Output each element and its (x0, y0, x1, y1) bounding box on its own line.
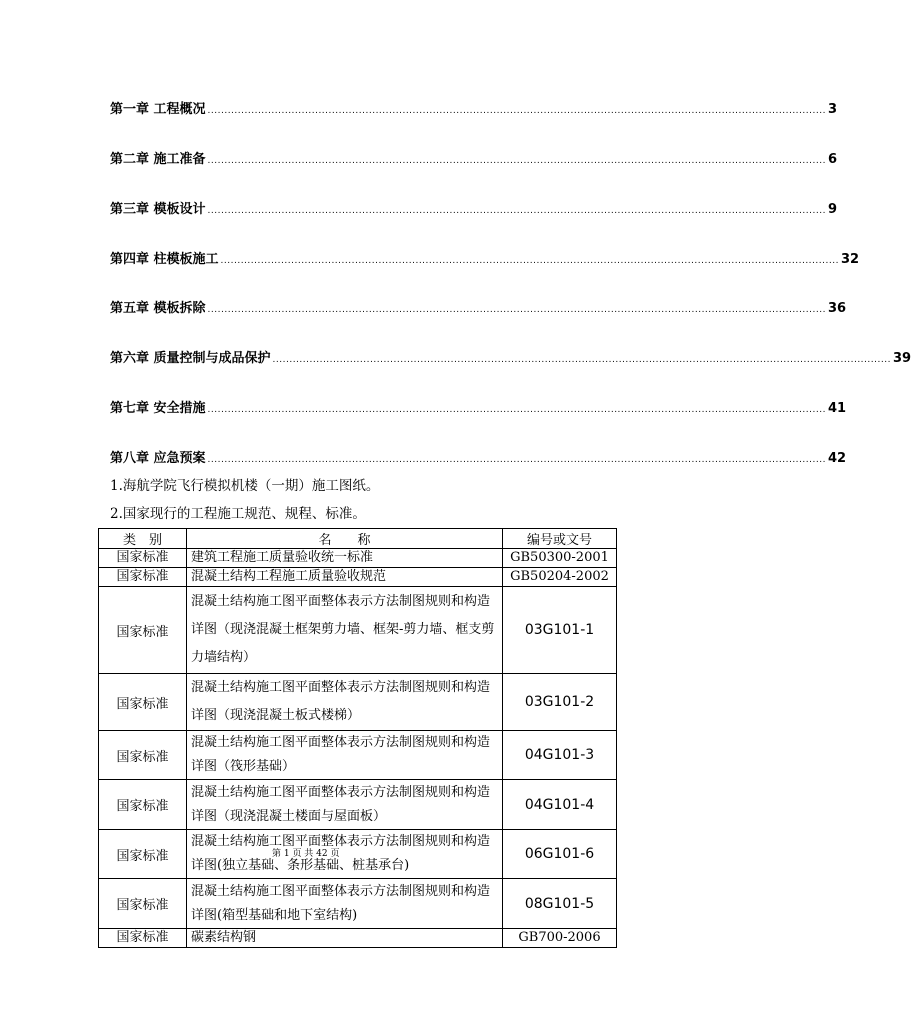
table-row (99, 568, 617, 587)
toc-entry[interactable] (110, 397, 847, 417)
toc-title: 第七章 安全措施 (110, 401, 206, 416)
toc-leader-dots: ........................................................................................................................................................................................ (207, 455, 826, 465)
toc-entry[interactable] (110, 248, 860, 268)
standards-table (98, 528, 617, 948)
code-cell: 04G101-4 (503, 780, 617, 830)
code-cell: 03G101-1 (503, 587, 617, 674)
category-cell: 国家标准 (99, 929, 187, 948)
toc-title: 第一章 工程概况 (110, 102, 206, 117)
name-cell: 混凝土结构工程施工质量验收规范 (187, 568, 503, 587)
toc-page-number: 41 (827, 401, 847, 416)
table-row (99, 780, 617, 830)
toc-title: 第六章 质量控制与成品保护 (110, 351, 271, 366)
category-cell: 国家标准 (99, 549, 187, 568)
code-cell: 03G101-2 (503, 674, 617, 731)
name-cell: 建筑工程施工质量验收统一标准 (187, 549, 503, 568)
category-cell: 国家标准 (99, 780, 187, 830)
toc-page-number: 9 (827, 202, 837, 217)
table-row (99, 929, 617, 948)
code-cell: GB700-2006 (503, 929, 617, 948)
code-cell: 04G101-3 (503, 731, 617, 780)
toc-leader-dots: ........................................................................................................................................................................................ (207, 206, 826, 216)
toc-title: 第八章 应急预案 (110, 451, 206, 466)
toc-leader-dots: ........................................................................................................................................................................................ (207, 156, 826, 166)
toc-title: 第三章 模板设计 (110, 202, 206, 217)
code-cell: 06G101-6 (503, 830, 617, 879)
name-cell: 碳素结构钢 (187, 929, 503, 948)
toc-entry[interactable] (110, 198, 837, 218)
name-cell: 混凝土结构施工图平面整体表示方法制图规则和构造详图(独立基础、条形基础、桩基承台) (187, 830, 503, 879)
paragraph: 2.国家现行的工程施工规范、规程、标准。 (110, 506, 366, 522)
table-row (99, 674, 617, 731)
category-cell: 国家标准 (99, 587, 187, 674)
header-code: 编号或文号 (503, 529, 617, 549)
table-row (99, 587, 617, 674)
paragraph: 1.海航学院飞行模拟机楼（一期）施工图纸。 (110, 478, 380, 494)
name-cell: 混凝土结构施工图平面整体表示方法制图规则和构造详图(箱型基础和地下室结构) (187, 879, 503, 929)
name-cell: 混凝土结构施工图平面整体表示方法制图规则和构造详图（现浇混凝土板式楼梯） (187, 674, 503, 731)
table-row (99, 879, 617, 929)
toc-page-number: 36 (827, 301, 847, 316)
name-cell: 混凝土结构施工图平面整体表示方法制图规则和构造详图（现浇混凝土框架剪力墙、框架-剪力墙、框支剪力墙结构） (187, 587, 503, 674)
code-cell: GB50300-2001 (503, 549, 617, 568)
category-cell: 国家标准 (99, 731, 187, 780)
toc-page-number: 32 (840, 252, 860, 267)
toc-entry[interactable] (110, 347, 911, 367)
toc-leader-dots: ........................................................................................................................................................................................ (207, 305, 826, 315)
table-header-row (99, 529, 617, 549)
category-cell: 国家标准 (99, 674, 187, 731)
table-row (99, 731, 617, 780)
name-cell: 混凝土结构施工图平面整体表示方法制图规则和构造详图（现浇混凝土楼面与屋面板） (187, 780, 503, 830)
toc-title: 第二章 施工准备 (110, 152, 206, 167)
code-cell: 08G101-5 (503, 879, 617, 929)
category-cell: 国家标准 (99, 830, 187, 879)
toc-entry[interactable] (110, 148, 837, 168)
category-cell: 国家标准 (99, 879, 187, 929)
toc-entry[interactable] (110, 447, 847, 467)
toc-leader-dots: ........................................................................................................................................................................................ (207, 405, 826, 415)
code-cell: GB50204-2002 (503, 568, 617, 587)
toc-entry[interactable] (110, 98, 837, 118)
toc-leader-dots: ........................................................................................................................................................................................ (220, 256, 839, 266)
toc-entry[interactable] (110, 297, 847, 317)
name-cell: 混凝土结构施工图平面整体表示方法制图规则和构造详图（筏形基础） (187, 731, 503, 780)
category-cell: 国家标准 (99, 568, 187, 587)
header-name: 名 称 (187, 529, 503, 549)
table-row (99, 549, 617, 568)
header-category: 类 别 (99, 529, 187, 549)
toc-page-number: 39 (892, 351, 911, 366)
toc-leader-dots: ........................................................................................................................................................................................ (272, 355, 891, 365)
toc-leader-dots: ........................................................................................................................................................................................ (207, 106, 826, 116)
page-footer: 第 1 页 共 42 页 (272, 849, 340, 859)
toc-page-number: 3 (827, 102, 837, 117)
table-row (99, 830, 617, 879)
toc-title: 第四章 柱模板施工 (110, 252, 219, 267)
toc-title: 第五章 模板拆除 (110, 301, 206, 316)
toc-page-number: 6 (827, 152, 837, 167)
toc-page-number: 42 (827, 451, 847, 466)
